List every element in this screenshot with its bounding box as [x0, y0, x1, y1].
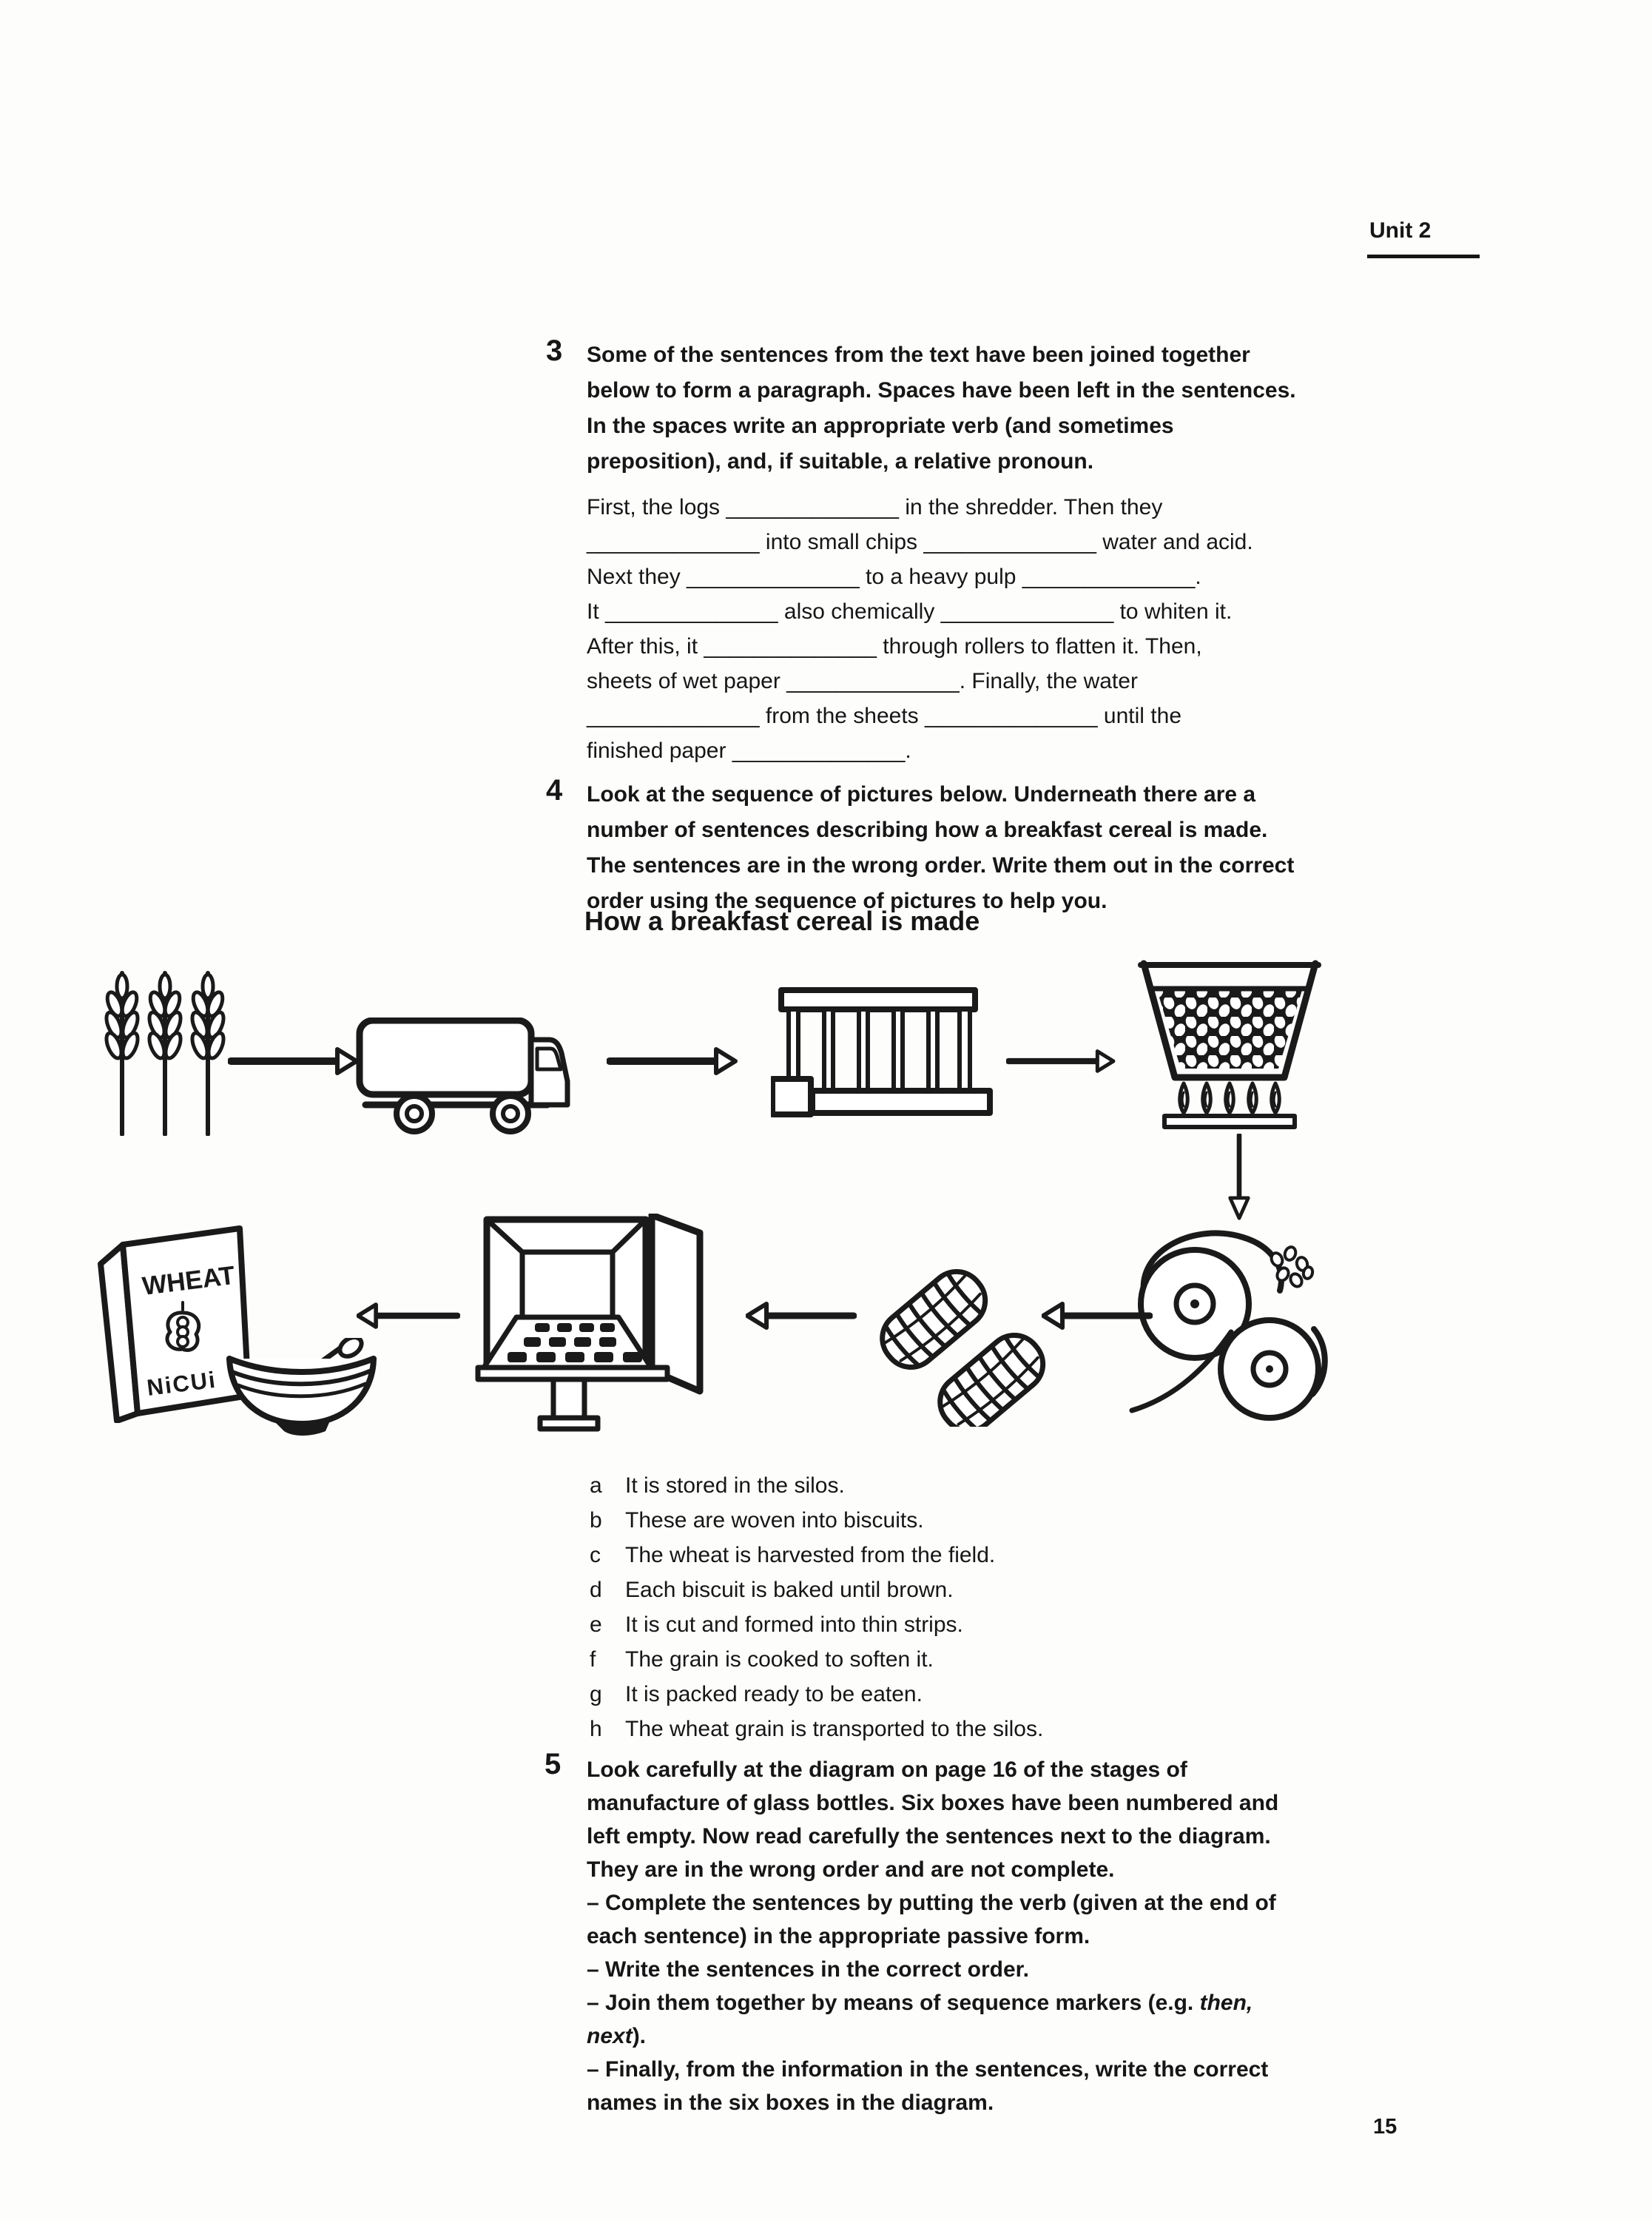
list-letter: a — [590, 1473, 602, 1498]
gapfill-line: sheets of wet paper ______________. Finally, the water — [587, 669, 1138, 693]
arrow-right-icon — [607, 1045, 740, 1077]
text-line: In the spaces write an appropriate verb (and sometimes — [587, 414, 1174, 438]
tanker-truck-illustration — [354, 1018, 601, 1136]
text-line: below to form a paragraph. Spaces have been left in the sentences. — [587, 378, 1296, 403]
text-line: order using the sequence of pictures to help you. — [587, 889, 1107, 913]
text-line: each sentence) in the appropriate passive form. — [587, 1924, 1090, 1948]
list-item — [590, 1577, 954, 1604]
exercise4-number: 4 — [546, 774, 563, 807]
text-line: – Write the sentences in the correct order. — [587, 1957, 1029, 1982]
rollers-illustration — [1125, 1221, 1346, 1432]
list-text: The wheat is harvested from the field. — [625, 1543, 996, 1567]
list-text: The grain is cooked to soften it. — [625, 1647, 934, 1672]
list-item — [590, 1507, 924, 1534]
list-letter: e — [590, 1612, 602, 1637]
gapfill-line: First, the logs ______________ in the shredder. Then they — [587, 495, 1163, 519]
text-line: Some of the sentences from the text have been joined together — [587, 343, 1250, 367]
gapfill-line: After this, it ______________ through rollers to flatten it. Then, — [587, 634, 1202, 659]
line-segment: – Join them together by means of sequence markers (e.g. — [587, 1991, 1200, 2015]
list-text: It is stored in the silos. — [625, 1473, 845, 1498]
arrow-right-icon — [228, 1045, 361, 1077]
list-letter: c — [590, 1543, 601, 1567]
arrow-left-icon — [746, 1299, 857, 1332]
gapfill-line: Next they ______________ to a heavy pulp ______________. — [587, 565, 1201, 589]
italic-segment: then, — [1199, 1991, 1253, 2015]
gapfill-line: ______________ into small chips ______________ water and acid. — [587, 530, 1253, 554]
cereal-bowl-illustration — [222, 1338, 381, 1445]
list-text: These are woven into biscuits. — [625, 1508, 924, 1533]
list-item — [590, 1473, 845, 1499]
gapfill-line: ______________ from the sheets ______________ until the — [587, 704, 1182, 728]
text-line: – Finally, from the information in the sentences, write the correct — [587, 2057, 1269, 2082]
cooking-vat-illustration — [1119, 959, 1341, 1133]
list-text: It is cut and formed into thin strips. — [625, 1612, 963, 1637]
line-segment: ). — [632, 2024, 647, 2048]
text-line: number of sentences describing how a breakfast cereal is made. — [587, 818, 1268, 842]
wheat-biscuits-illustration — [851, 1249, 1051, 1427]
text-line: – Complete the sentences by putting the verb (given at the end of — [587, 1891, 1276, 1915]
oven-illustration — [465, 1214, 742, 1436]
gapfill-line: It ______________ also chemically ______________ to whiten it. — [587, 599, 1233, 624]
cereal-box-name-text: WHEAT — [141, 1260, 237, 1301]
text-line: The sentences are in the wrong order. Write them out in the correct — [587, 853, 1295, 878]
list-letter: b — [590, 1508, 602, 1533]
text-line: Look at the sequence of pictures below. Underneath there are a — [587, 782, 1256, 807]
list-letter: d — [590, 1578, 602, 1602]
text-line: Look carefully at the diagram on page 16 of the stages of — [587, 1758, 1187, 1782]
arrow-down-icon — [1217, 1134, 1261, 1221]
arrow-left-icon — [357, 1299, 460, 1332]
grain-silos-illustration — [771, 986, 1000, 1134]
text-line: names in the six boxes in the diagram. — [587, 2090, 994, 2115]
list-text: The wheat grain is transported to the silos. — [625, 1717, 1044, 1741]
list-letter: f — [590, 1647, 596, 1672]
page-number: 15 — [1373, 2115, 1398, 2139]
list-letter: h — [590, 1717, 602, 1741]
unit-header: Unit 2 — [1369, 218, 1432, 243]
list-item — [590, 1646, 934, 1673]
text-line: left empty. Now read carefully the sentences next to the diagram. — [587, 1824, 1271, 1849]
text-line — [587, 2023, 646, 2050]
wheat-stalks-illustration — [104, 966, 229, 1136]
list-item — [590, 1612, 963, 1638]
unit-header-rule — [1367, 255, 1480, 258]
italic-segment: next — [587, 2024, 633, 2048]
list-letter: g — [590, 1682, 602, 1706]
text-line — [587, 1990, 1253, 2016]
list-item — [590, 1716, 1043, 1743]
list-item — [590, 1542, 995, 1569]
gapfill-line: finished paper ______________. — [587, 739, 911, 763]
list-item — [590, 1681, 923, 1708]
diagram-title: How a breakfast cereal is made — [584, 906, 980, 936]
exercise5-number: 5 — [545, 1748, 562, 1780]
cereal-box-subtitle-text: NiCUi — [145, 1366, 218, 1401]
text-line: preposition), and, if suitable, a relative pronoun. — [587, 449, 1094, 474]
list-text: Each biscuit is baked until brown. — [625, 1578, 954, 1602]
text-line: They are in the wrong order and are not complete. — [587, 1857, 1115, 1882]
text-line: manufacture of glass bottles. Six boxes have been numbered and — [587, 1791, 1279, 1815]
arrow-right-icon — [1006, 1045, 1117, 1077]
arrow-left-icon — [1042, 1299, 1153, 1332]
exercise3-number: 3 — [546, 334, 563, 367]
list-text: It is packed ready to be eaten. — [625, 1682, 923, 1706]
